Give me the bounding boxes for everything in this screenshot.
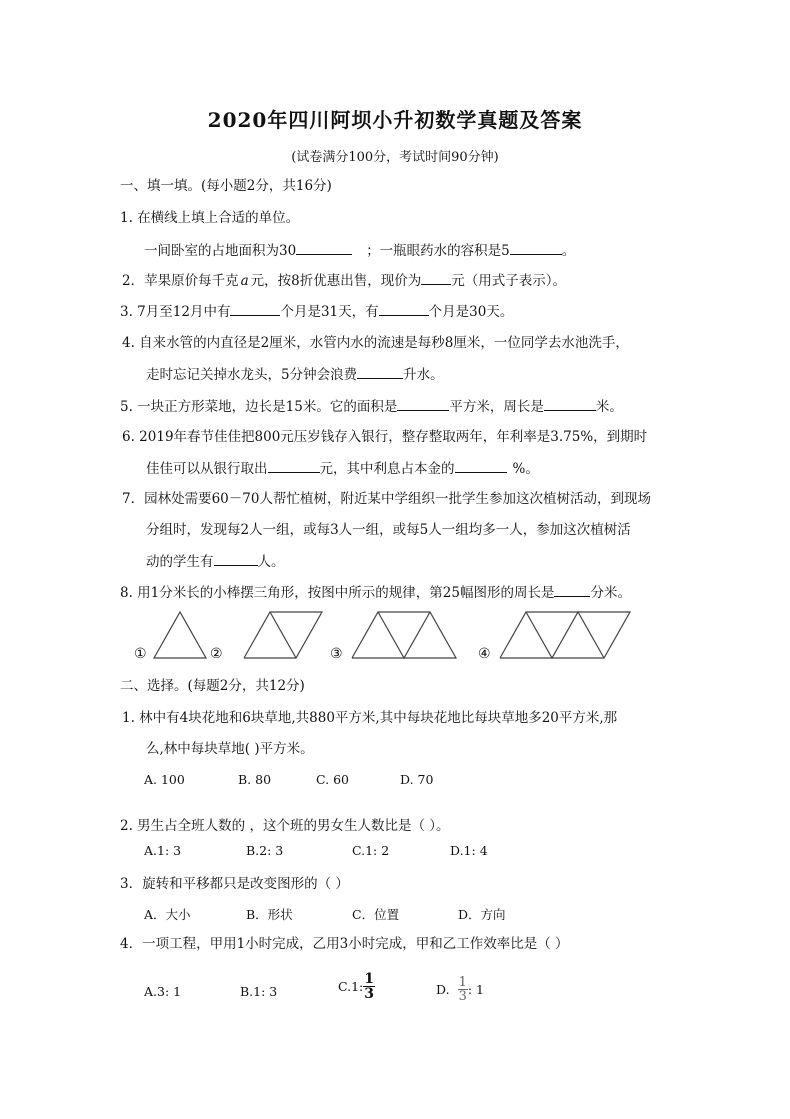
q1-2-part1: 2．苹果原价每千克	[122, 273, 239, 289]
q1-1-part3: 。	[561, 243, 576, 259]
q2-3: 3．旋转和平移都只是改变图形的（ ）	[120, 876, 349, 892]
figure-label-4: ④	[478, 646, 491, 662]
q2-1-line2: 么,林中每块草地( )平方米。	[146, 741, 314, 757]
q1-4-part2: 升水。	[403, 367, 444, 383]
triangle-1	[154, 612, 206, 658]
q2-1-option-b[interactable]: B. 80	[238, 772, 272, 787]
q1-4-line1: 4. 自来水管的内直径是2厘米，水管内水的流速是每秒8厘米，一位同学去水池洗手，	[122, 335, 629, 351]
q2-4-option-b[interactable]: B.1: 3	[240, 984, 278, 999]
q1-2-part2: 元，按8折优惠出售，现价为	[250, 273, 422, 289]
q2-4-option-c[interactable]	[338, 972, 375, 1001]
figure-label-1: ①	[134, 646, 147, 662]
q2-4-option-d[interactable]	[436, 976, 484, 1003]
figure-label-2: ②	[210, 646, 223, 662]
q1-3-part3: 个月是30天。	[428, 304, 514, 320]
q1-7-line1: 7．园林处需要60－70人帮忙植树，附近某中学组织一批学生参加这次植树活动，到现场	[122, 491, 651, 507]
q1-6-part1: 佳佳可以从银行取出	[146, 461, 268, 477]
q2-1-option-c[interactable]: C. 60	[316, 772, 349, 787]
q1-7-part1: 动的学生有	[146, 554, 214, 570]
q1-3-part1: 3. 7月至12月中有	[120, 304, 231, 320]
q1-6-line1: 6. 2019年春节佳佳把800元压岁钱存入银行，整存整取两年，年利率是3.75%，到期时	[122, 429, 648, 445]
q2-1-option-d[interactable]: D. 70	[400, 772, 434, 787]
page-title: 2020年四川阿坝小升初数学真题及答案	[207, 108, 583, 132]
q1-3-part2: 个月是31天，有	[280, 304, 379, 320]
q2-3-option-d[interactable]: D．方向	[458, 907, 506, 922]
triangle-3-outline	[352, 612, 456, 658]
triangle-2-inner	[270, 612, 296, 658]
q2-3-option-c[interactable]: C．位置	[352, 907, 400, 922]
page-subtitle: (试卷满分100分，考试时间90分钟)	[291, 150, 499, 165]
triangle-4-inner	[526, 612, 604, 658]
figure-label-3: ③	[330, 646, 343, 662]
q2-1-option-a[interactable]: A. 100	[144, 772, 185, 787]
q1-5-part1: 5. 一块正方形菜地，边长是15米。它的面积是	[120, 399, 398, 415]
q2-4-option-d-suffix: : 1	[467, 982, 484, 997]
q1-2-part3: 元（用式子表示）。	[451, 273, 566, 289]
fraction-one-third-gray: $\frac{1}{3}$	[458, 975, 467, 1004]
q1-5-part2: 平方米，周长是	[449, 399, 544, 415]
q2-4-option-a[interactable]: A.3: 1	[144, 984, 182, 999]
q1-7-part2: 人。	[257, 554, 285, 570]
q2-4-option-d-prefix: D.	[436, 982, 450, 997]
q1-8-part2: 分米。	[590, 585, 631, 601]
q2-3-option-b[interactable]: B．形状	[246, 907, 293, 922]
q2-3-option-a[interactable]: A．大小	[144, 907, 191, 922]
q1-1-part1: 一间卧室的占地面积为30	[144, 243, 297, 259]
q1-6-part3: %。	[512, 461, 539, 477]
q1-4-part1: 走时忘记关掉水龙头，5分钟会浪费	[146, 367, 358, 383]
q2-2-option-a[interactable]: A.1: 3	[144, 843, 182, 858]
section1-heading: 一、填一填。(每小题2分，共16分)	[120, 178, 332, 194]
fraction-one-third: $\frac{1}{3}$	[364, 971, 375, 1002]
q2-4-option-c-prefix: C.1:	[338, 979, 364, 994]
q2-2: 2. 男生占全班人数的 ，这个班的男女生人数比是（ ）。	[120, 818, 450, 834]
q1-8-part1: 8. 用1分米长的小棒摆三角形，按图中所示的规律，第25幅图形的周长是	[120, 585, 555, 601]
q2-2-option-c[interactable]: C.1: 2	[352, 843, 390, 858]
q2-4: 4．一项工程，甲用1小时完成，乙用3小时完成，甲和乙工作效率比是（ ）	[120, 936, 569, 952]
section2-heading: 二、选择。(每题2分，共12分)	[120, 678, 305, 694]
q1-7-line2: 分组时，发现每2人一组，或每3人一组，或每5人一组均多一人，参加这次植树活	[146, 522, 631, 538]
q2-2-option-b[interactable]: B.2: 3	[246, 843, 284, 858]
q2-1-line1: 1. 林中有4块花地和6块草地,共880平方米,其中每块花地比每块草地多20平方米,那	[122, 710, 618, 726]
q2-2-option-d[interactable]: D.1: 4	[450, 843, 488, 858]
q1-2-variable: a	[240, 273, 249, 289]
q1-1-part2: ；一瓶眼药水的容积是5	[366, 243, 510, 259]
q1-1-prompt: 1. 在横线上填上合适的单位。	[120, 210, 300, 226]
q1-6-part2: 元，其中利息占本金的	[319, 461, 455, 477]
q1-5-part3: 米。	[595, 399, 623, 415]
triangle-3-inner	[378, 612, 430, 658]
